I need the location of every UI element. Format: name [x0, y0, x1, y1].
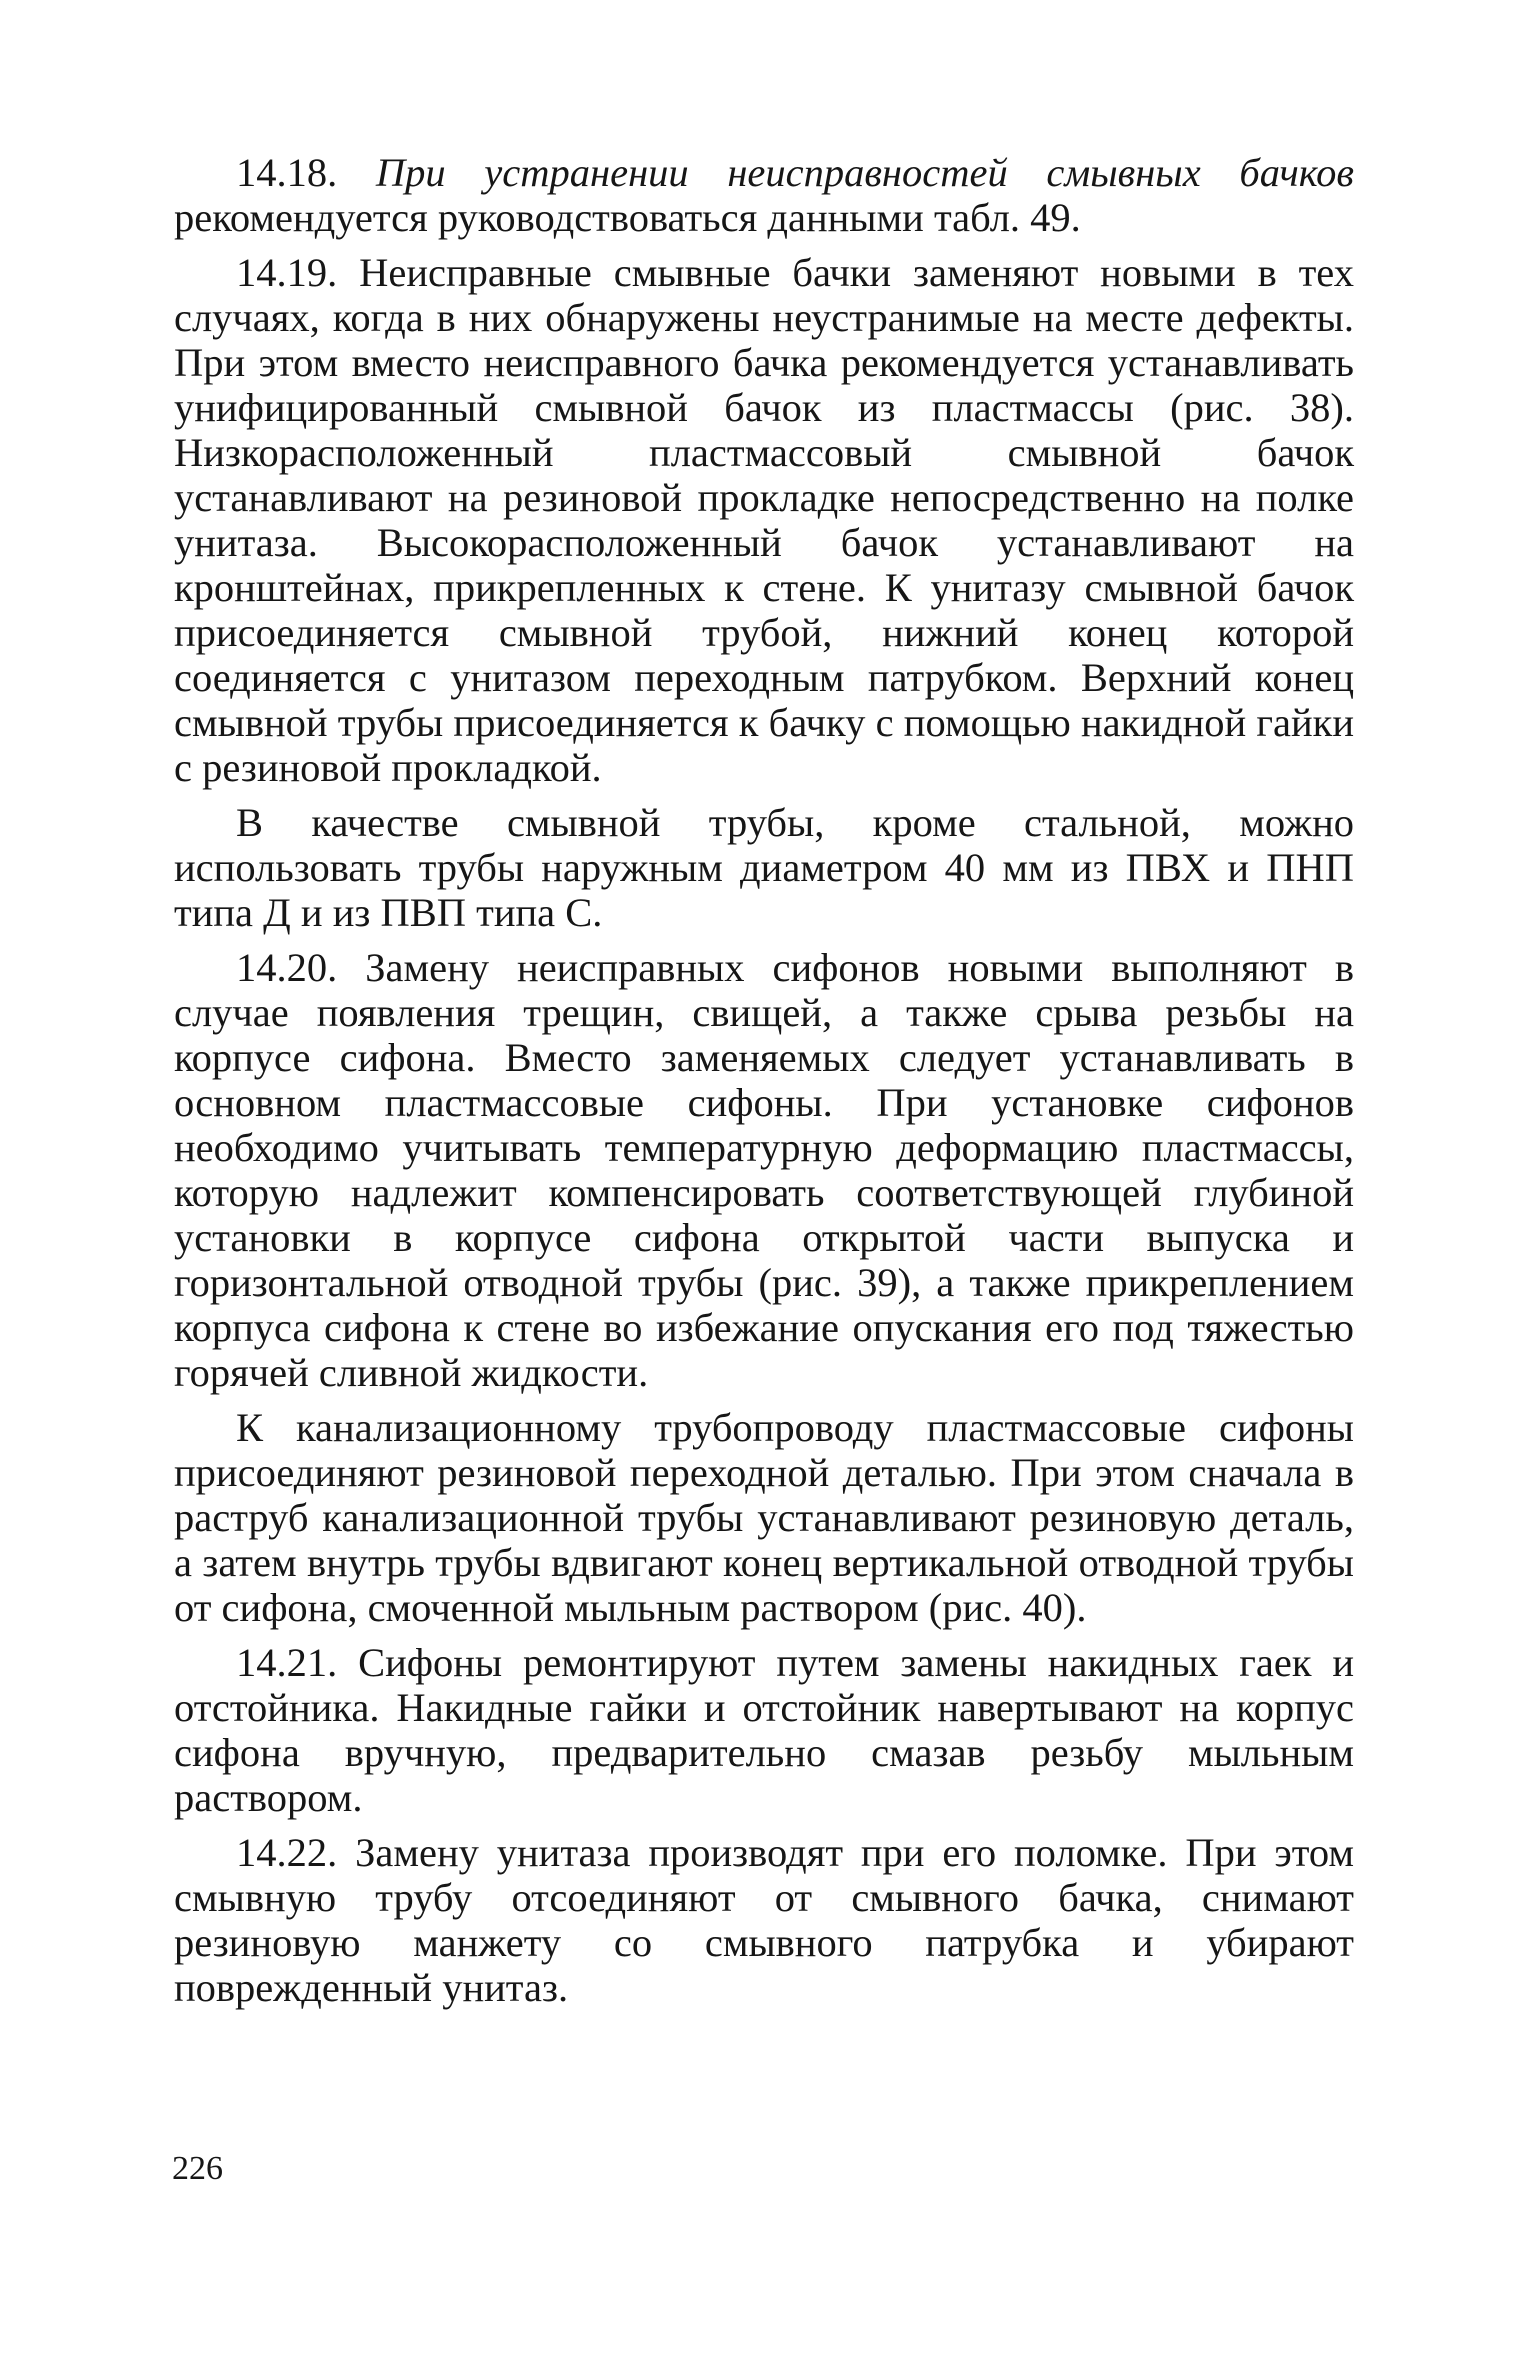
paragraph-14-21: 14.21. Сифоны ремонтируют путем замены накидных гаек и отстойника. Накидные гайки и отстойник навертывают на корпус сифона вручную, предварительно смазав резьбу мыльным раствором.	[174, 1640, 1354, 1820]
document-page	[174, 150, 1354, 2010]
paragraph-14-18	[174, 150, 1354, 240]
paragraph-14-20-continued: К канализационному трубопроводу пластмассовые сифоны присоединяют резиновой переходной деталью. При этом сначала в раструб канализационной трубы устанавливают резиновую деталь, а затем внутрь трубы вдвигают конец вертикальной отводной трубы от сифона, смоченной мыльным раствором (рис. 40).	[174, 1405, 1354, 1630]
paragraph-14-18-italic-lead: При устранении неисправностей смывных бачков	[375, 150, 1354, 195]
paragraph-14-19-continued: В качестве смывной трубы, кроме стальной, можно использовать трубы наружным диаметром 40 мм из ПВХ и ПНП типа Д и из ПВП типа С.	[174, 800, 1354, 935]
paragraph-14-18-number: 14.18.	[236, 150, 338, 195]
paragraph-14-20: 14.20. Замену неисправных сифонов новыми выполняют в случае появления трещин, свищей, а также срыва резьбы на корпусе сифона. Вместо заменяемых следует устанавливать в основном пластмассовые сифоны. При установке сифонов необходимо учитывать температурную деформацию пластмассы, которую надлежит компенсировать соответствующей глубиной установки в корпусе сифона открытой части выпуска и горизонтальной отводной трубы (рис. 39), а также прикреплением корпуса сифона к стене во избежание опускания его под тяжестью горячей сливной жидкости.	[174, 945, 1354, 1395]
paragraph-14-19: 14.19. Неисправные смывные бачки заменяют новыми в тех случаях, когда в них обнаружены неустранимые на месте дефекты. При этом вместо неисправного бачка рекомендуется устанавливать унифицированный смывной бачок из пластмассы (рис. 38). Низкорасположенный пластмассовый смывной бачок устанавливают на резиновой прокладке непосредственно на полке унитаза. Высокорасположенный бачок устанавливают на кронштейнах, прикрепленных к стене. К унитазу смывной бачок присоединяется смывной трубой, нижний конец которой соединяется с унитазом переходным патрубком. Верхний конец смывной трубы присоединяется к бачку с помощью накидной гайки с резиновой прокладкой.	[174, 250, 1354, 790]
paragraph-14-22: 14.22. Замену унитаза производят при его поломке. При этом смывную трубу отсоединяют от смывного бачка, снимают резиновую манжету со смывного патрубка и убирают поврежденный унитаз.	[174, 1830, 1354, 2010]
paragraph-14-18-text: рекомендуется руководствоваться данными табл. 49.	[174, 195, 1081, 240]
page-number: 226	[172, 2150, 223, 2187]
